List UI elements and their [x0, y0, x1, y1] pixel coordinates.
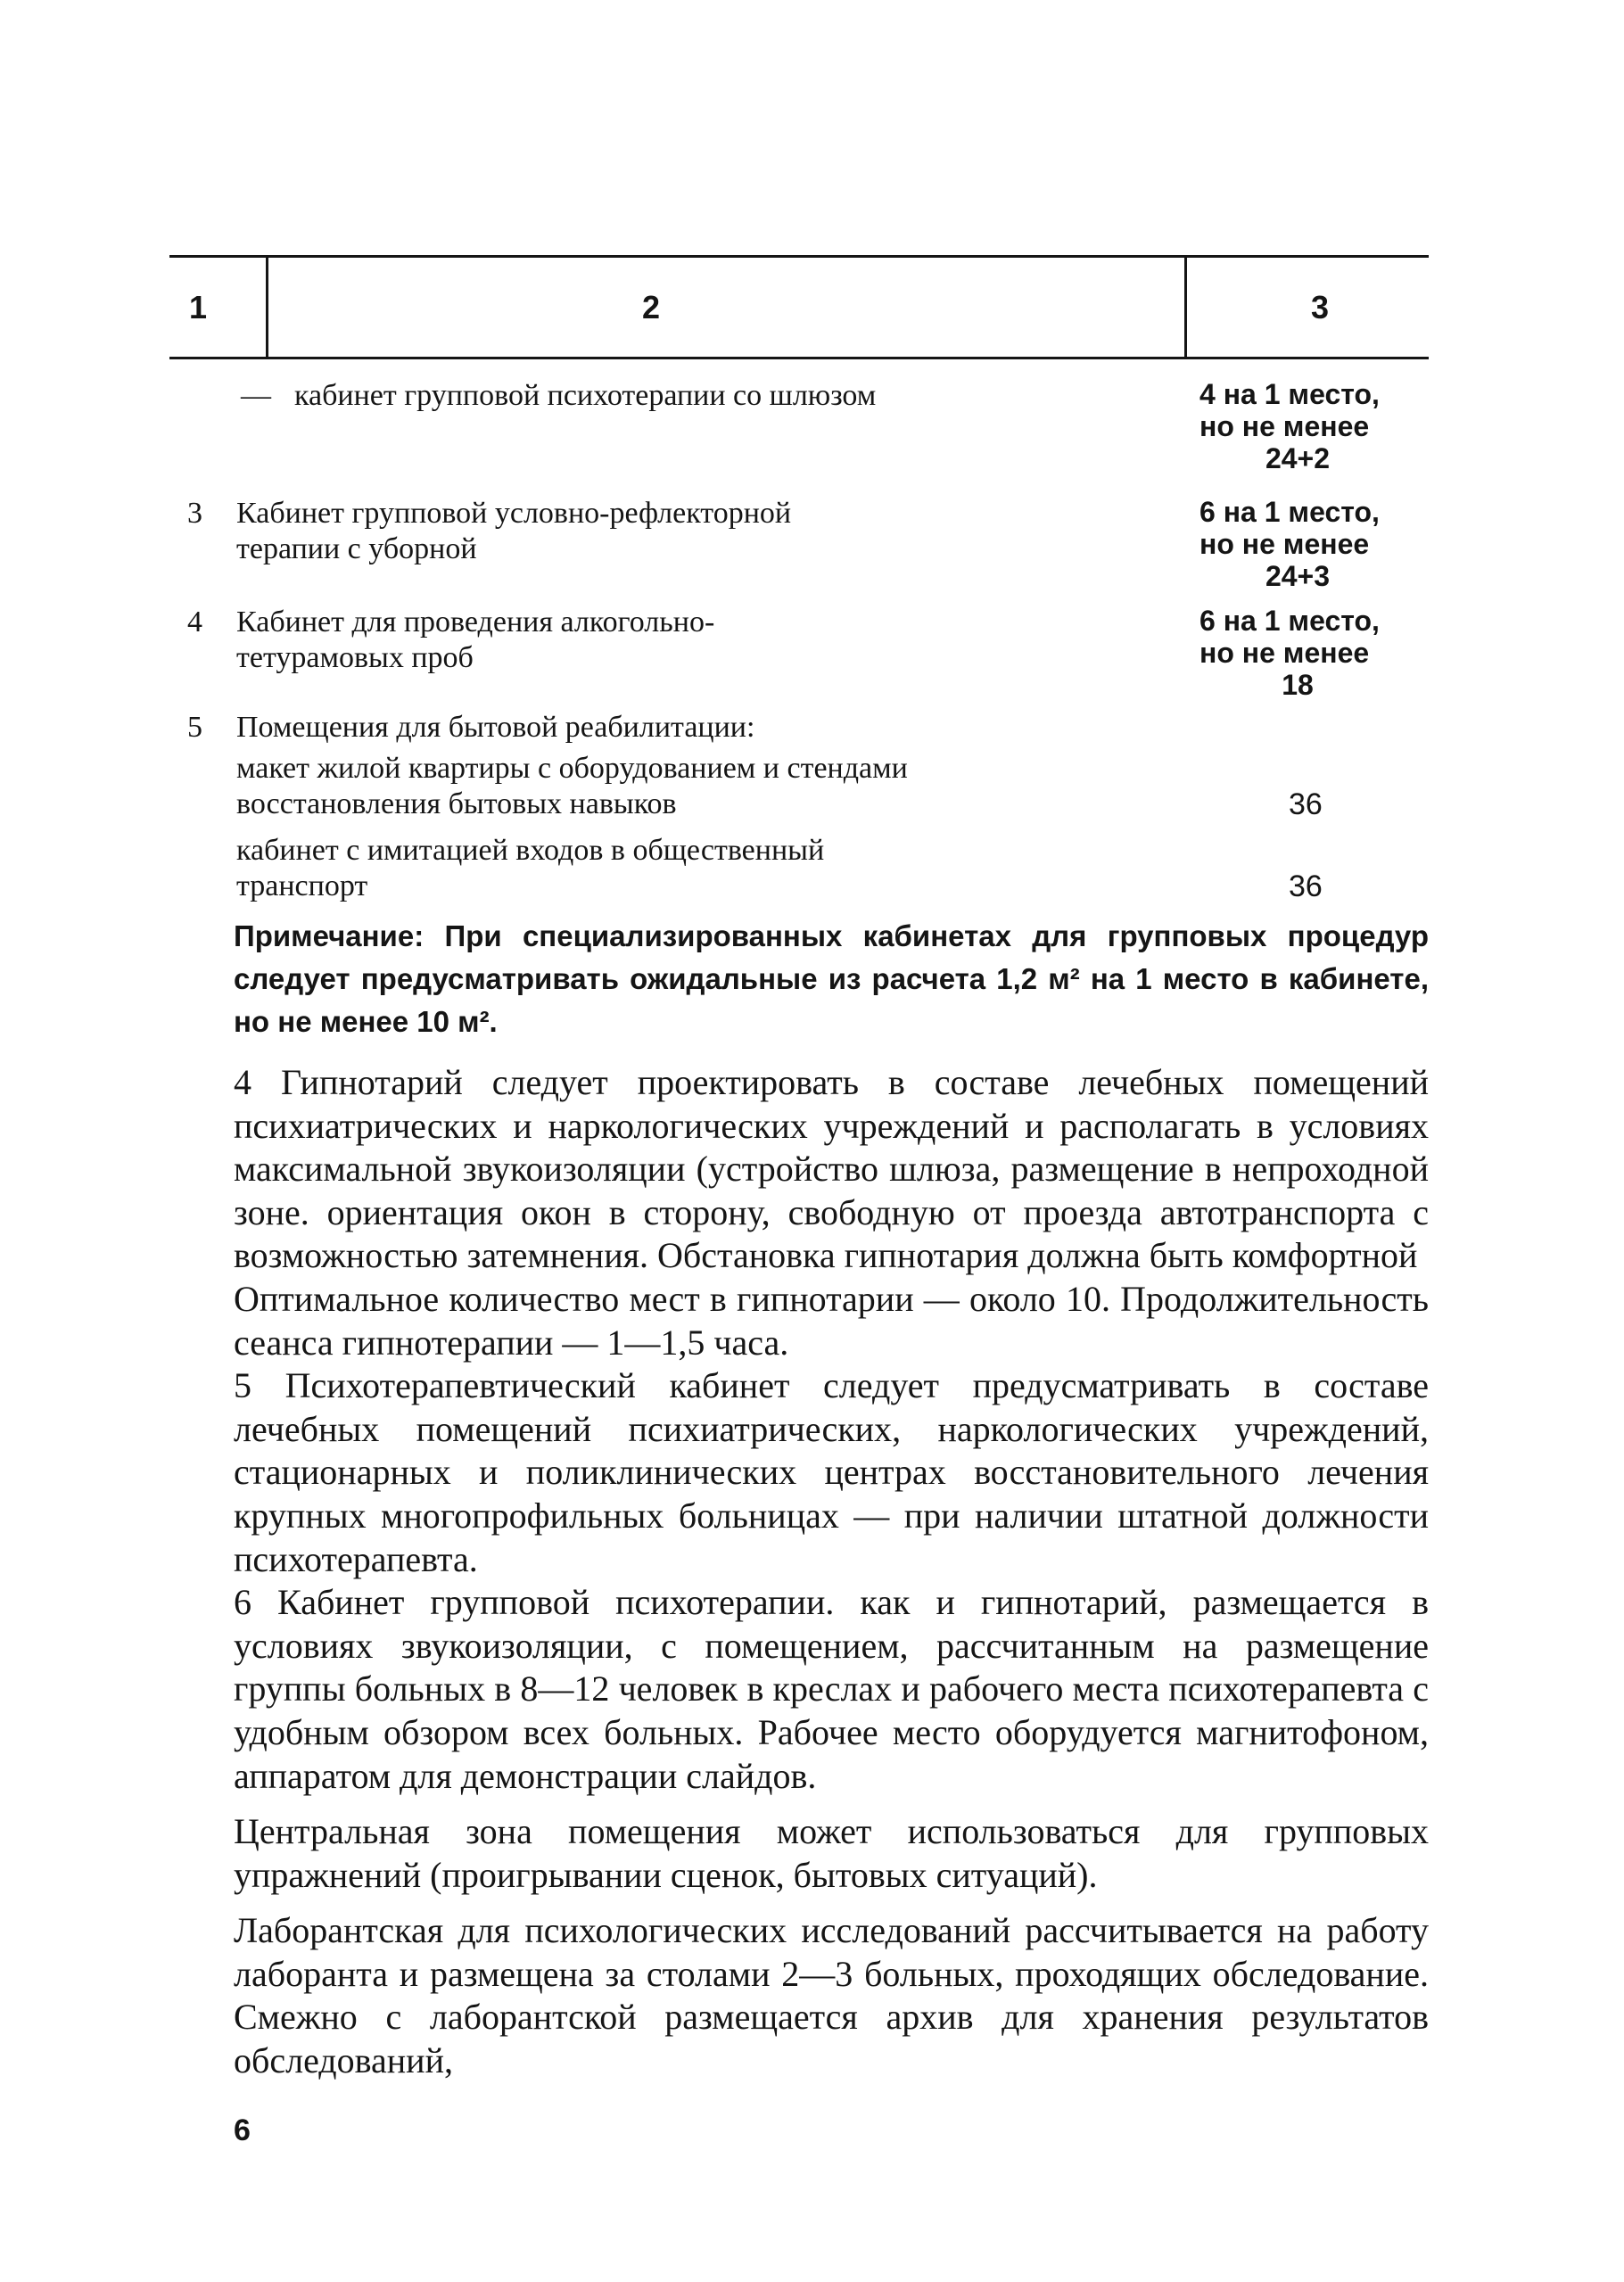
paragraph: 4 Гипнотарий следует проектировать в составе лечебных помещений психиатрических и наркологических учреждений и располагать в условиях максимальной звукоизоляции (устройство шлюза, размещение в непроходной зоне. ориентация окон в сторону, свободную от проезда автотранспорта с возможностью затемнения. Обстановка гипнотария должна быть комфортной [234, 1062, 1429, 1276]
table-header-rule [169, 357, 1429, 359]
name-line: тетурамовых проб [236, 641, 474, 674]
norm-line: но не менее [1199, 528, 1370, 560]
row-norm [1199, 496, 1414, 592]
name-line: терапии с уборной [236, 532, 477, 565]
row-number: 4 [187, 606, 202, 638]
table-top-rule [169, 255, 1429, 258]
page-number: 6 [234, 2113, 251, 2147]
table-header-col1: 1 [189, 289, 208, 325]
name-line: кабинет с имитацией входов в общественный [236, 834, 825, 867]
row-norm [1199, 378, 1414, 474]
paragraph: Оптимальное количество мест в гипнотарии — около 10. Продолжительность сеанса гипнотерапии — 1—1,5 часа. [234, 1278, 1429, 1363]
row-number: 5 [187, 711, 202, 744]
row-name [236, 605, 1199, 676]
norm-line: 6 на 1 место, [1199, 496, 1380, 528]
paragraph: 5 Психотерапевтический кабинет следует предусматривать в составе лечебных помещений психиатрических, наркологических учреждений, стационарных и поликлинических центрах восстановительного лечения крупных многопрофильных больницах — при наличии штатной должности психотерапевта. [234, 1365, 1429, 1579]
row-value: 36 [1289, 787, 1323, 821]
row-name [236, 833, 1199, 904]
table-note: Примечание: При специализированных кабинетах для групповых процедур следует предусматривать ожидальные из расчета 1,2 м² на 1 место в кабинете, но не менее 10 м². [234, 919, 1429, 1038]
body-text [234, 1061, 1429, 2083]
norm-line: 24+3 [1265, 560, 1331, 592]
norm-line: 24+2 [1265, 442, 1331, 474]
norm-line: 18 [1282, 669, 1314, 701]
row-name: Помещения для бытовой реабилитации: [236, 711, 755, 744]
paragraph: 6 Кабинет групповой психотерапии. как и гипнотарий, размещается в условиях звукоизоляции, с помещением, рассчитанным на размещение группы больных в 8—12 человек в креслах и рабочего места психотерапевта с удобным обзором всех больных. Рабочее место оборудуется магнитофоном, аппаратом для демонстрации слайдов. [234, 1582, 1429, 1796]
paragraph: Центральная зона помещения может использоваться для групповых упражнений (проигрывании сценок, бытовых ситуаций). [234, 1811, 1429, 1895]
row-name [236, 496, 1199, 567]
table-column-divider [266, 255, 268, 358]
norm-line: но не менее [1199, 410, 1370, 442]
norm-line: 6 на 1 место, [1199, 605, 1380, 637]
name-line: Кабинет для проведения алкогольно- [236, 606, 715, 638]
name-line: транспорт [236, 869, 368, 902]
norm-line: но не менее [1199, 637, 1370, 669]
table-header-col3: 3 [1311, 289, 1330, 325]
name-line: восстановления бытовых навыков [236, 787, 677, 820]
row-value: 36 [1289, 869, 1323, 903]
table-header-col2: 2 [642, 289, 661, 325]
table-column-divider [1184, 255, 1187, 358]
row-norm [1199, 605, 1414, 701]
row-number: 3 [187, 497, 202, 530]
name-line: Кабинет групповой условно-рефлекторной [236, 497, 792, 530]
paragraph: Лаборантская для психологических исследований рассчитывается на работу лаборанта и размещена за столами 2—3 больных, проходящих обследование. Смежно с лаборантской размещается архив для хранения результатов обследований, [234, 1910, 1429, 2081]
name-line: макет жилой квартиры с оборудованием и стендами [236, 752, 908, 785]
row-name [236, 751, 1199, 822]
norm-line: 4 на 1 место, [1199, 378, 1380, 410]
row-dash: — [241, 379, 271, 412]
row-name: кабинет групповой психотерапии со шлюзом [294, 379, 877, 412]
